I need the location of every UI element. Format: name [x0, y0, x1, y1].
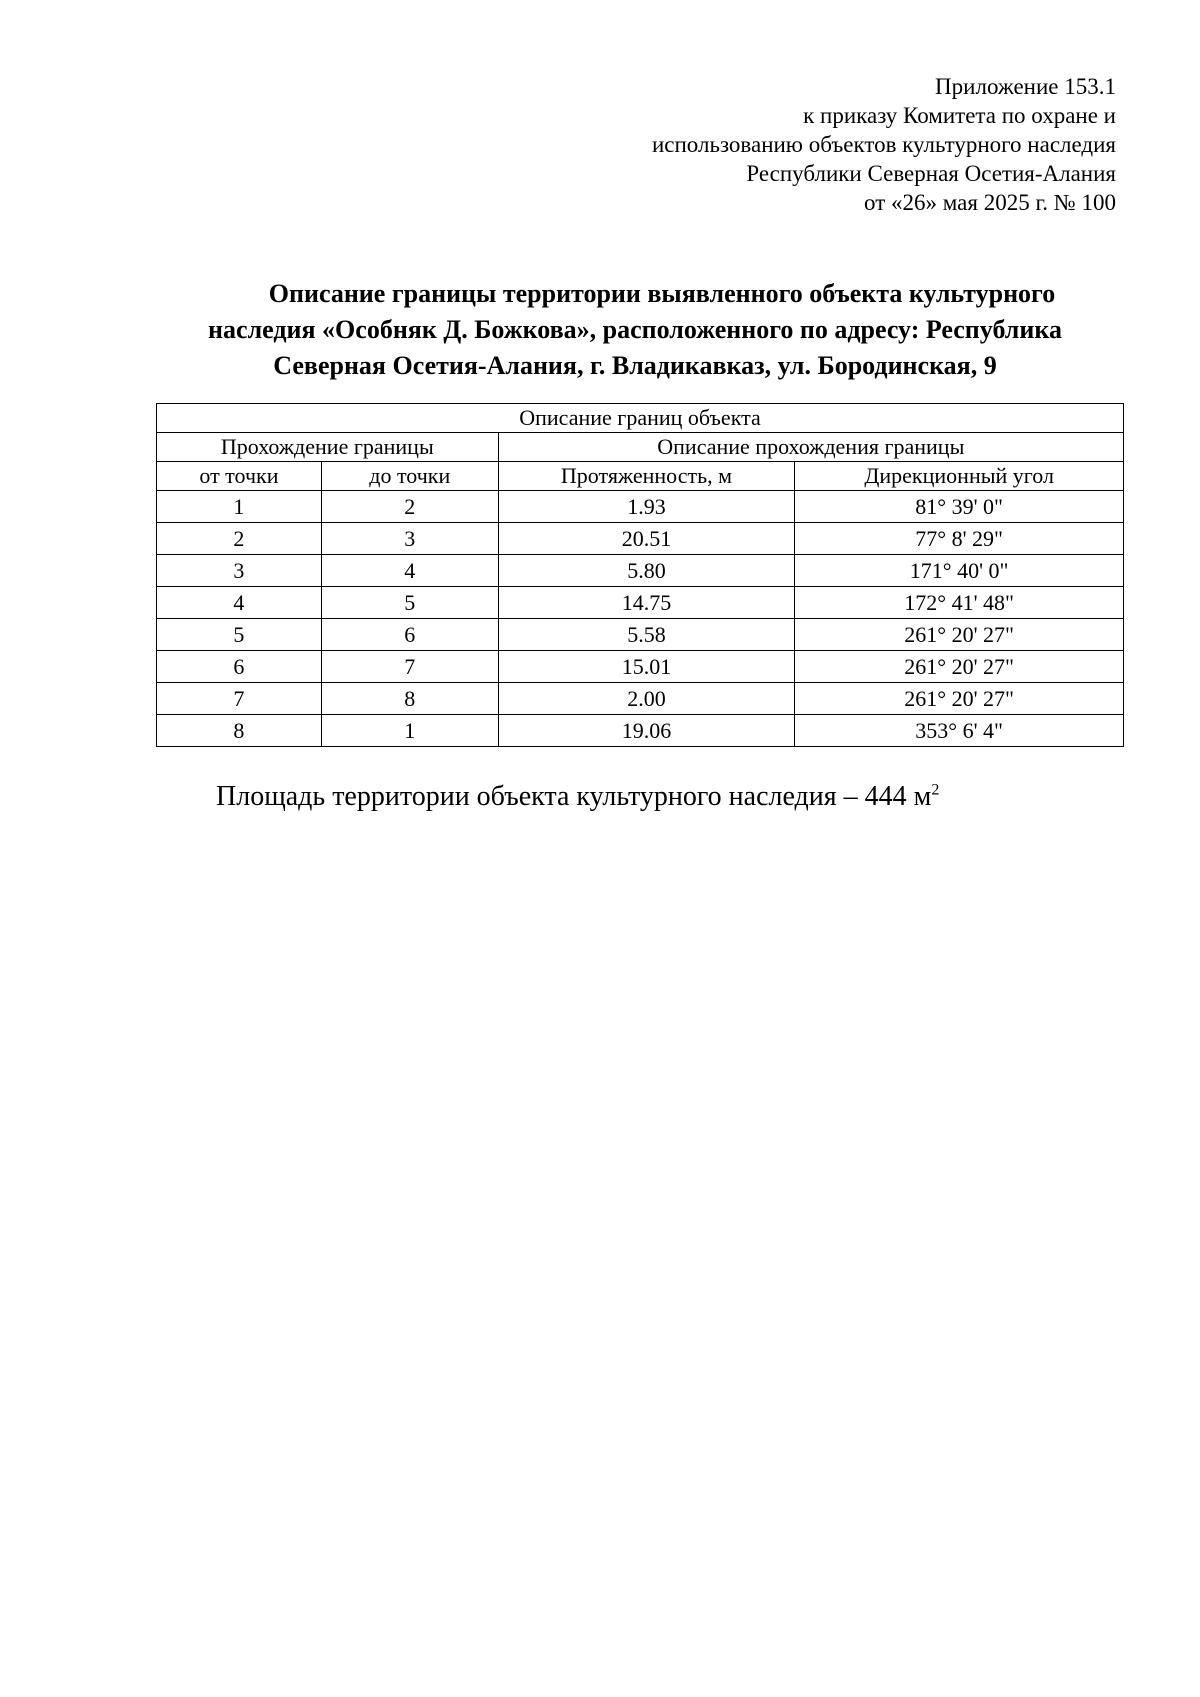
group-header-left: Прохождение границы: [157, 433, 499, 462]
table-cell: 77° 8' 29": [795, 523, 1124, 555]
area-superscript: 2: [931, 781, 940, 799]
table-row: [157, 683, 1124, 715]
table-cell: 261° 20' 27": [795, 619, 1124, 651]
table-cell: 2: [157, 523, 322, 555]
table-cell: 8: [321, 683, 498, 715]
document-title: [160, 276, 1110, 384]
table-cell: 1: [321, 715, 498, 747]
table-cell: 7: [321, 651, 498, 683]
area-text: Площадь территории объекта культурного наследия – 444 м: [216, 781, 932, 812]
table-row: [157, 715, 1124, 747]
table-caption-row: [157, 404, 1124, 433]
table-cell: 4: [321, 555, 498, 587]
title-line: Северная Осетия-Алания, г. Владикавказ, ул. Бородинская, 9: [273, 351, 997, 380]
table-cell: 15.01: [498, 651, 795, 683]
table-cell: 14.75: [498, 587, 795, 619]
column-header: от точки: [157, 462, 322, 491]
table-group-row: [157, 433, 1124, 462]
appendix-header: [652, 72, 1116, 217]
table-cell: 5: [321, 587, 498, 619]
table-cell: 8: [157, 715, 322, 747]
table-cell: 1.93: [498, 491, 795, 523]
table-row: [157, 523, 1124, 555]
table-cell: 261° 20' 27": [795, 683, 1124, 715]
appendix-line: Приложение 153.1: [935, 74, 1116, 99]
table-cell: 3: [157, 555, 322, 587]
table-cell: 353° 6' 4": [795, 715, 1124, 747]
table-cell: 2: [321, 491, 498, 523]
table-row: [157, 587, 1124, 619]
table-row: [157, 491, 1124, 523]
title-line: Описание границы территории выявленного объекта культурного: [268, 279, 1056, 308]
table-row: [157, 555, 1124, 587]
table-caption: Описание границ объекта: [157, 404, 1124, 433]
appendix-line: к приказу Комитета по охране и: [803, 103, 1116, 128]
table-cell: 7: [157, 683, 322, 715]
column-header: Дирекционный угол: [795, 462, 1124, 491]
table-cell: 172° 41' 48": [795, 587, 1124, 619]
table-cell: 20.51: [498, 523, 795, 555]
table-cell: 5.58: [498, 619, 795, 651]
table-cell: 19.06: [498, 715, 795, 747]
appendix-line: от «26» мая 2025 г. № 100: [864, 190, 1116, 215]
table-cell: 81° 39' 0": [795, 491, 1124, 523]
table-cell: 5.80: [498, 555, 795, 587]
table-row: [157, 651, 1124, 683]
table-cell: 1: [157, 491, 322, 523]
column-header: до точки: [321, 462, 498, 491]
appendix-line: использованию объектов культурного наследия: [651, 132, 1116, 157]
table-header-row: [157, 462, 1124, 491]
appendix-line: Республики Северная Осетия-Алания: [746, 161, 1116, 186]
table-cell: 171° 40' 0": [795, 555, 1124, 587]
title-line: наследия «Особняк Д. Божкова», расположенного по адресу: Республика: [208, 315, 1062, 344]
table-cell: 5: [157, 619, 322, 651]
table-cell: 6: [321, 619, 498, 651]
table-cell: 261° 20' 27": [795, 651, 1124, 683]
group-header-right: Описание прохождения границы: [498, 433, 1123, 462]
table-cell: 3: [321, 523, 498, 555]
table-cell: 4: [157, 587, 322, 619]
area-statement: [216, 780, 939, 814]
table-cell: 6: [157, 651, 322, 683]
table-row: [157, 619, 1124, 651]
boundary-table: [156, 403, 1124, 747]
table-cell: 2.00: [498, 683, 795, 715]
column-header: Протяженность, м: [498, 462, 795, 491]
